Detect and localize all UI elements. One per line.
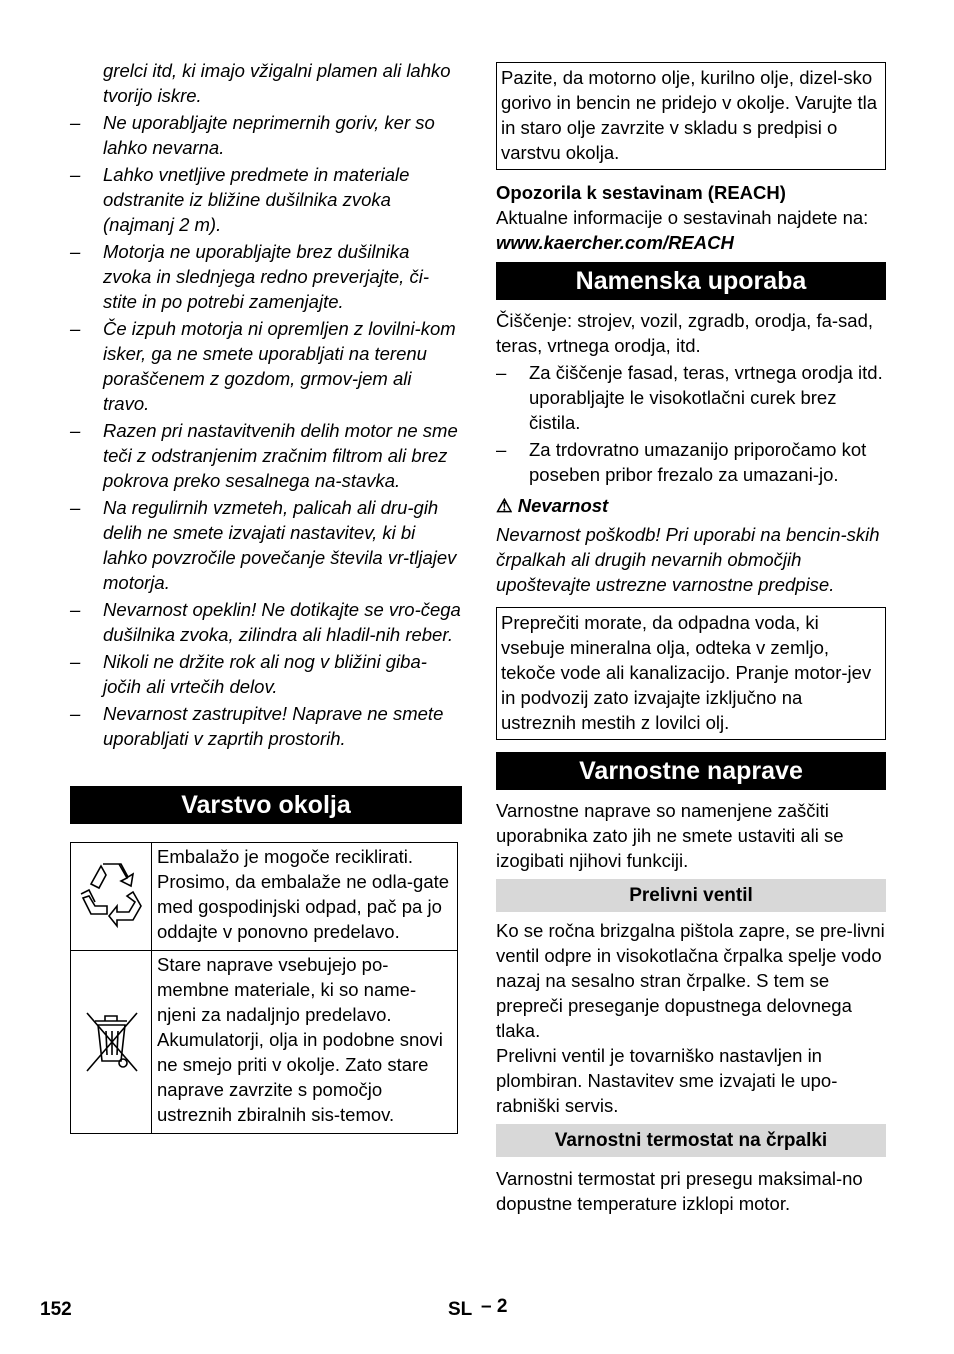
list-item: [70, 239, 462, 314]
list-item: [70, 597, 462, 647]
crossed-bin-icon: [71, 951, 152, 1134]
list-item: [70, 495, 462, 595]
list-item-text: Razen pri nastavitvenih delih motor ne sme teči z odstranjenim zračnim filtrom ali brez pokrova preko sesalnega na-stavka.: [103, 420, 458, 491]
thermostat-text: Varnostni termostat pri presegu maksimal-no dopustne temperature izklopi motor.: [496, 1168, 863, 1214]
list-dash: –: [70, 241, 81, 262]
list-item-text: Lahko vnetljive predmete in materiale odstranite iz bližine dušilnika zvoka (najmanj 2 m).: [103, 164, 410, 235]
safety-text: Varnostne naprave so namenjene zaščiti uporabnika zato jih ne smete ustaviti ali se izogibati njihovi funkciji.: [496, 800, 844, 871]
list-dash: –: [70, 651, 81, 672]
list-dash: –: [70, 112, 81, 133]
list-item-text: Nevarnost zastrupitve! Naprave ne smete uporabljati v zaprtih prostorih.: [103, 703, 444, 749]
danger-text: Nevarnost poškodb! Pri uporabi na bencin-skih črpalkah ali drugih nevarnih območjih upoštevajte ustrezne varnostne predpise.: [496, 524, 880, 595]
environment-text: Stare naprave vsebujejo po-membne materiale, ki so name-njeni za nadaljnjo predelavo. Akumulatorji, olja in podobne snovi ne smejo priti v okolje. Zato stare naprave zavrzite s pomočjo ustreznih zbiralnih sis-temov.: [152, 951, 458, 1134]
list-item: [70, 162, 462, 237]
right-column: [496, 62, 886, 1216]
page-number: 152: [40, 1299, 72, 1320]
list-dash: –: [70, 497, 81, 518]
list-item: [70, 649, 462, 699]
list-dash: –: [496, 362, 507, 383]
list-item: [496, 437, 886, 487]
list-dash: –: [496, 439, 507, 460]
list-item-text: Na regulirnih vzmeteh, palicah ali dru-gih delih ne smete izvajati nastavitev, ki bi lahko povzročile povečanje števila vr-tljajev motorja.: [103, 497, 457, 593]
section-number: – 2: [481, 1296, 508, 1317]
safety-list: [70, 110, 462, 751]
list-item-text: Nevarnost opeklin! Ne dotikajte se vro-čega dušilnika zvoka, zilindra ali hladil-nih reber.: [103, 599, 461, 645]
list-item-text: Nikoli ne držite rok ali nog v bližini giba-jočih ali vrtečih delov.: [103, 651, 427, 697]
danger-heading: [496, 493, 886, 518]
reach-link[interactable]: www.kaercher.com/REACH: [496, 232, 734, 253]
notice-box-oil: Pazite, da motorno olje, kurilno olje, dizel-sko gorivo in bencin ne pridejo v okolje. Varujte tla in staro olje zavrzite v skladu s predpisi o varstvu okolja.: [496, 62, 886, 170]
section-heading-environment: Varstvo okolja: [70, 786, 462, 824]
list-item-text: Za trdovratno umazanijo priporočamo kot poseben pribor frezalo za umazani-jo.: [529, 439, 867, 485]
notice-box-wastewater: Preprečiti morate, da odpadna voda, ki vsebuje mineralna olja, odteka v zemljo, tekoče vode ali kanalizacijo. Pranje motor-jev in podvozij zato izvajajte izključno na ustreznih mestih z lovilci olj.: [496, 607, 886, 740]
list-item: [70, 316, 462, 416]
list-item-text: Za čiščenje fasad, teras, vrtnega orodja itd. uporabljajte le visokotlačni curek brez čistila.: [529, 362, 883, 433]
list-dash: –: [70, 420, 81, 441]
list-item-text: Motorja ne uporabljajte brez dušilnika zvoka in slednjega redno preverjajte, či-stite in po potrebi zamenjajte.: [103, 241, 429, 312]
reach-text: Aktualne informacije o sestavinah najdete na:: [496, 207, 869, 228]
list-dash: –: [70, 318, 81, 339]
environment-text: Embalažo je mogoče reciklirati. Prosimo, da embalaže ne odla-gate med gospodinjski odpad, pač pa jo oddajte v ponovno predelavo.: [152, 843, 458, 951]
language-code: SL: [448, 1299, 473, 1320]
environment-table: [70, 842, 458, 1134]
list-dash: –: [70, 164, 81, 185]
list-item-text: Če izpuh motorja ni opremljen z lovilni-kom isker, ga ne smete uporabljati na terenu poraščenem z gozdom, grmov-jem ali travo.: [103, 318, 456, 414]
warning-icon: ⚠: [496, 495, 513, 516]
danger-label: Nevarnost: [517, 495, 609, 516]
section-heading-safety-devices: Varnostne naprave: [496, 752, 886, 790]
section-heading-intended-use: Namenska uporaba: [496, 262, 886, 300]
list-item: [70, 701, 462, 751]
intended-use-text: Čiščenje: strojev, vozil, zgradb, orodja, fa-sad, teras, vrtnega orodja, itd.: [496, 310, 874, 356]
valve-text-1: Ko se ročna brizgalna pištola zapre, se pre-livni ventil odpre in visokotlačna črpalka spelje vodo nazaj na sesalno stran črpalke. S tem se prepreči preseganje dopustnega delovnega tlaka.: [496, 920, 885, 1041]
subheading-thermostat: Varnostni termostat na črpalki: [496, 1124, 886, 1157]
subheading-overflow-valve: Prelivni ventil: [496, 879, 886, 912]
valve-text-2: Prelivni ventil je tovarniško nastavljen in plombiran. Nastavitev sme izvajati le upo-rabniški servis.: [496, 1045, 838, 1116]
intended-use-list: [496, 360, 886, 487]
left-column: [70, 58, 462, 1134]
table-row: [71, 843, 458, 951]
list-dash: –: [70, 703, 81, 724]
list-continuation: grelci itd, ki imajo vžigalni plamen ali lahko tvorijo iskre.: [103, 60, 451, 106]
list-item: [496, 360, 886, 435]
list-item: [70, 110, 462, 160]
list-item-text: Ne uporabljajte neprimernih goriv, ker so lahko nevarna.: [103, 112, 435, 158]
recycle-icon: [71, 843, 152, 951]
list-item: [70, 418, 462, 493]
reach-title: Opozorila k sestavinam (REACH): [496, 182, 786, 203]
table-row: [71, 951, 458, 1134]
list-dash: –: [70, 599, 81, 620]
